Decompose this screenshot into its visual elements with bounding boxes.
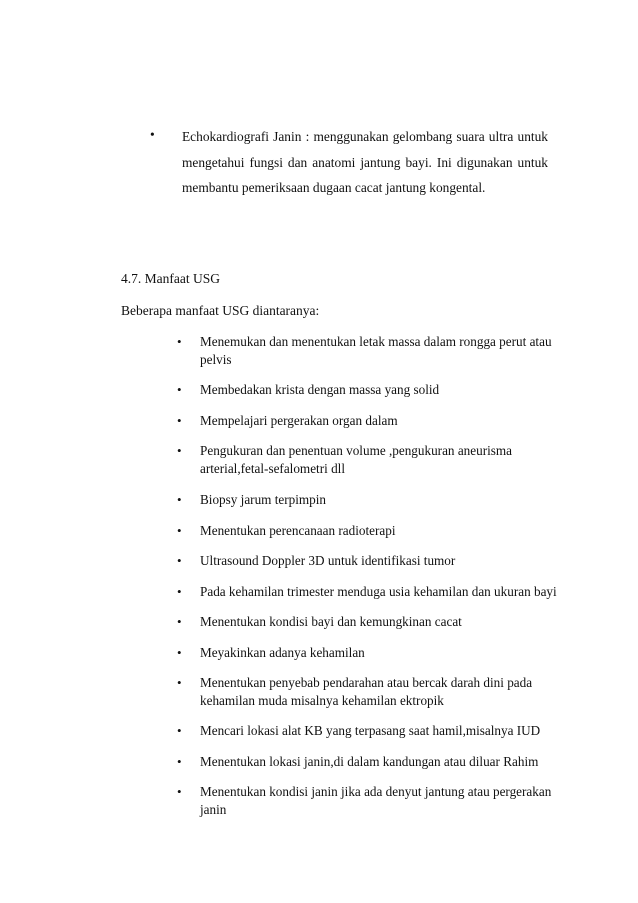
list-item-text: Mencari lokasi alat KB yang terpasang saat hamil,misalnya IUD [200,723,541,738]
list-item-text: pelvis [200,351,232,367]
list-item-text: janin [200,801,227,817]
echokardiografi-text [182,124,548,201]
list-item-text: kehamilan muda misalnya kehamilan ektropik [200,692,444,708]
list-item-text: Ultrasound Doppler 3D untuk identifikasi tumor [200,553,456,568]
text-line: mengetahui fungsi dan anatomi jantung bayi. Ini digunakan untuk [182,154,548,170]
list-item-text: arterial,fetal-sefalometri dll [200,460,345,476]
list-item [177,613,557,631]
bullet-marker: • [177,753,182,769]
bullet-marker: • [150,127,155,142]
list-item-text: Pada kehamilan trimester menduga usia kehamilan dan ukuran bayi [200,583,557,599]
list-item [177,583,557,601]
list-item [177,381,557,399]
bullet-marker: • [177,443,182,458]
list-item [177,412,557,430]
list-item-text: Menentukan perencanaan radioterapi [200,522,396,538]
bullet-marker: • [177,522,182,538]
list-item-text: Menentukan kondisi janin jika ada denyut jantung atau pergerakan [200,784,552,799]
bullet-marker: • [177,644,182,660]
bullet-marker: • [177,614,182,629]
bullet-marker: • [177,492,182,507]
list-item [177,333,557,368]
list-item [177,674,557,709]
list-item [177,644,557,662]
list-item [177,753,557,771]
list-item [177,491,557,509]
list-item-text: Menemukan dan menentukan letak massa dalam rongga perut atau [200,334,552,349]
bullet-marker: • [177,675,182,690]
list-item [177,722,557,740]
benefit-list [177,333,557,818]
list-item-text: Biopsy jarum terpimpin [200,492,327,507]
list-item [177,442,557,477]
text-line: Echokardiografi Janin : menggunakan gelombang suara ultra untuk [182,129,548,144]
bullet-marker: • [177,784,182,799]
bullet-marker: • [177,382,182,397]
list-item-text: Menentukan kondisi bayi dan kemungkinan cacat [200,614,462,629]
list-item-text: Menentukan penyebab pendarahan atau bercak darah dini pada [200,675,533,690]
bullet-marker: • [177,723,182,738]
bullet-marker: • [177,553,182,568]
list-item [177,522,557,540]
text-line: membantu pemeriksaan dugaan cacat jantung kongental. [182,180,486,195]
list-item-text: Pengukuran dan penentuan volume ,pengukuran aneurisma [200,443,513,458]
list-item-text: Menentukan lokasi janin,di dalam kandungan atau diluar Rahim [200,753,539,769]
list-item [177,783,557,818]
list-item-text: Membedakan krista dengan massa yang solid [200,382,440,397]
list-item [177,552,557,570]
section-intro: Beberapa manfaat USG diantaranya: [121,303,320,318]
list-item-text: Mempelajari pergerakan organ dalam [200,412,398,428]
bullet-marker: • [177,334,182,349]
bullet-marker: • [177,412,182,428]
list-item-text: Meyakinkan adanya kehamilan [200,644,365,660]
bullet-marker: • [177,583,182,599]
section-heading: 4.7. Manfaat USG [121,271,220,286]
